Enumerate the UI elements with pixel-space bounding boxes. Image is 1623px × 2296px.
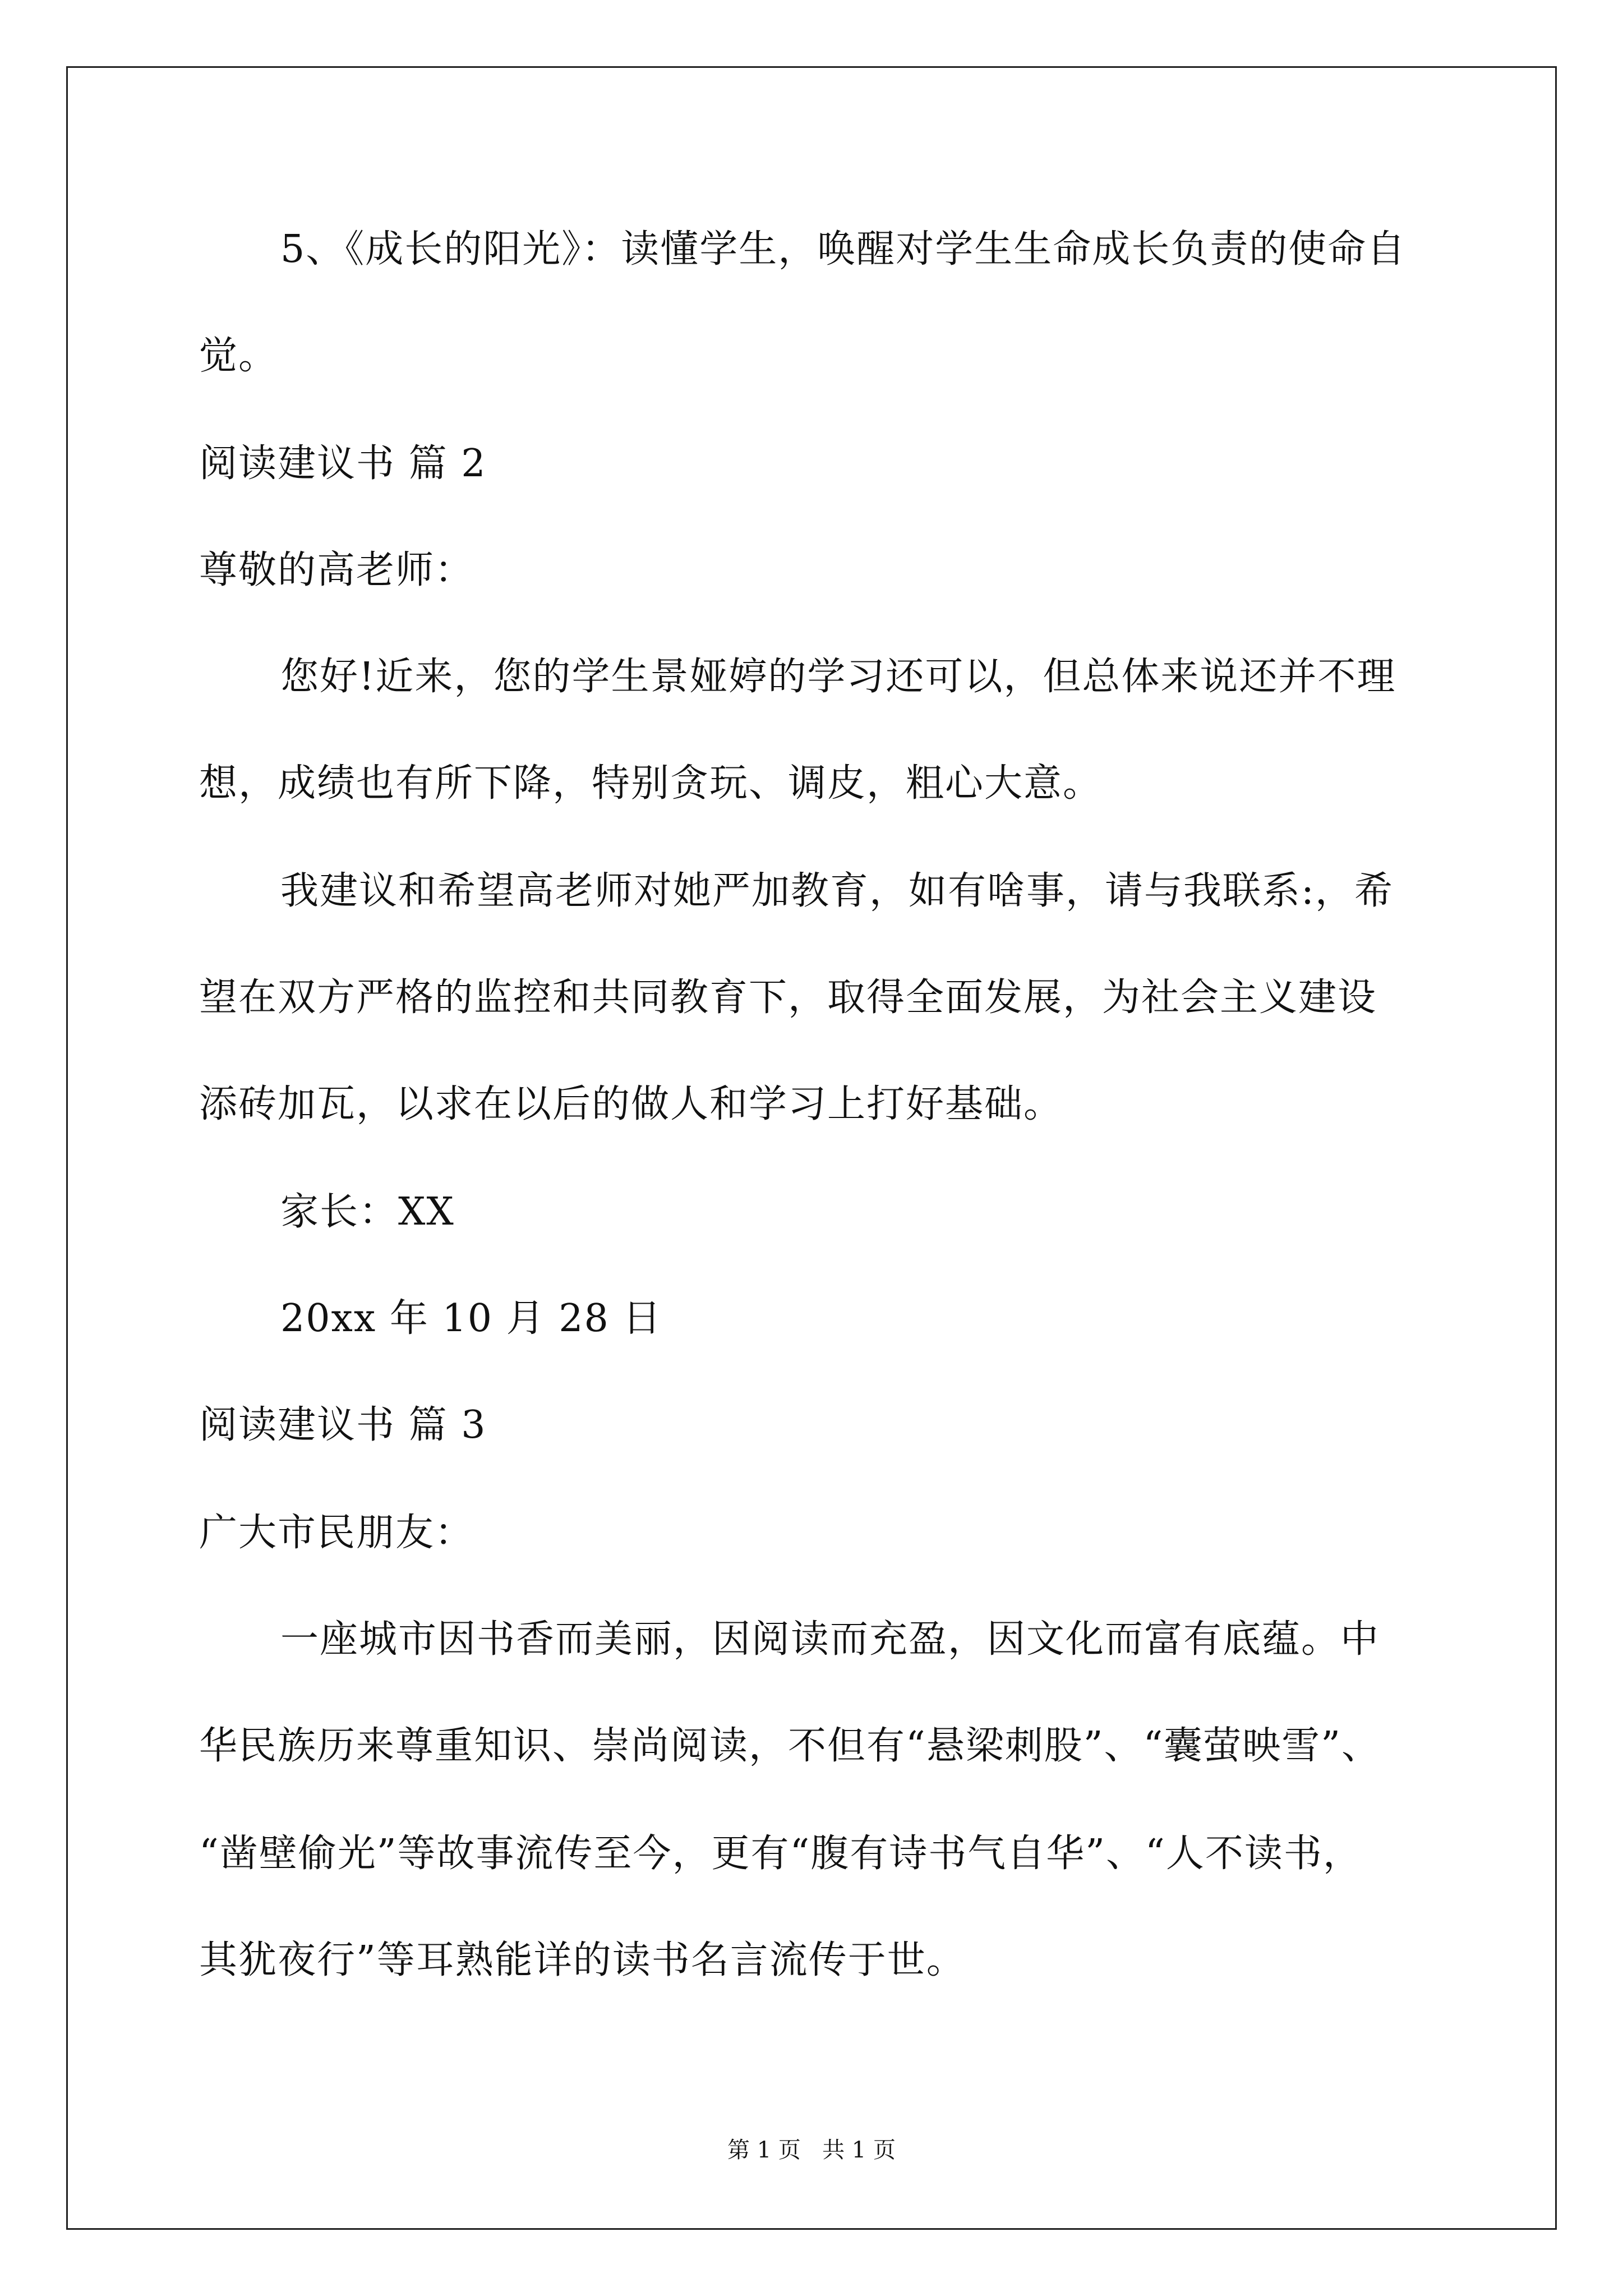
paragraph-line: 我建议和希望高老师对她严加教育，如有啥事，请与我联系:，希 [280, 869, 1394, 913]
paragraph-line: 想，成绩也有所下降，特别贪玩、调皮，粗心大意。 [199, 761, 1103, 806]
paragraph-line: 5、《成长的阳光》：读懂学生，唤醒对学生生命成长负责的使命自 [280, 227, 1407, 272]
paragraph-line: 觉。 [199, 334, 278, 378]
paragraph-line: 添砖加瓦，以求在以后的做人和学习上打好基础。 [199, 1082, 1063, 1126]
section-heading: 阅读建议书 篇 2 [199, 441, 487, 486]
page-footer: 第 1 页 共 1 页 [727, 2137, 896, 2163]
paragraph-line: 一座城市因书香而美丽，因阅读而充盈，因文化而富有底蕴。中 [280, 1617, 1380, 1662]
signature-line: 家长：XX [280, 1190, 455, 1234]
page-border [66, 66, 1557, 2230]
paragraph-line: 其犹夜行”等耳熟能详的读书名言流传于世。 [199, 1938, 966, 1982]
salutation: 广大市民朋友： [199, 1511, 474, 1555]
paragraph-line: 华民族历来尊重知识、崇尚阅读，不但有“悬梁刺股”、“囊萤映雪”、 [199, 1724, 1381, 1768]
section-heading: 阅读建议书 篇 3 [199, 1403, 487, 1447]
paragraph-line: 您好!近来，您的学生景娅婷的学习还可以，但总体来说还并不理 [280, 655, 1396, 699]
date-line: 20xx 年 10 月 28 日 [280, 1296, 662, 1341]
paragraph-line: “凿壁偷光”等故事流传至今，更有“腹有诗书气自华”、“人不读书， [199, 1832, 1362, 1876]
paragraph-line: 望在双方严格的监控和共同教育下，取得全面发展，为社会主义建设 [199, 976, 1377, 1020]
salutation: 尊敬的高老师： [199, 548, 474, 592]
